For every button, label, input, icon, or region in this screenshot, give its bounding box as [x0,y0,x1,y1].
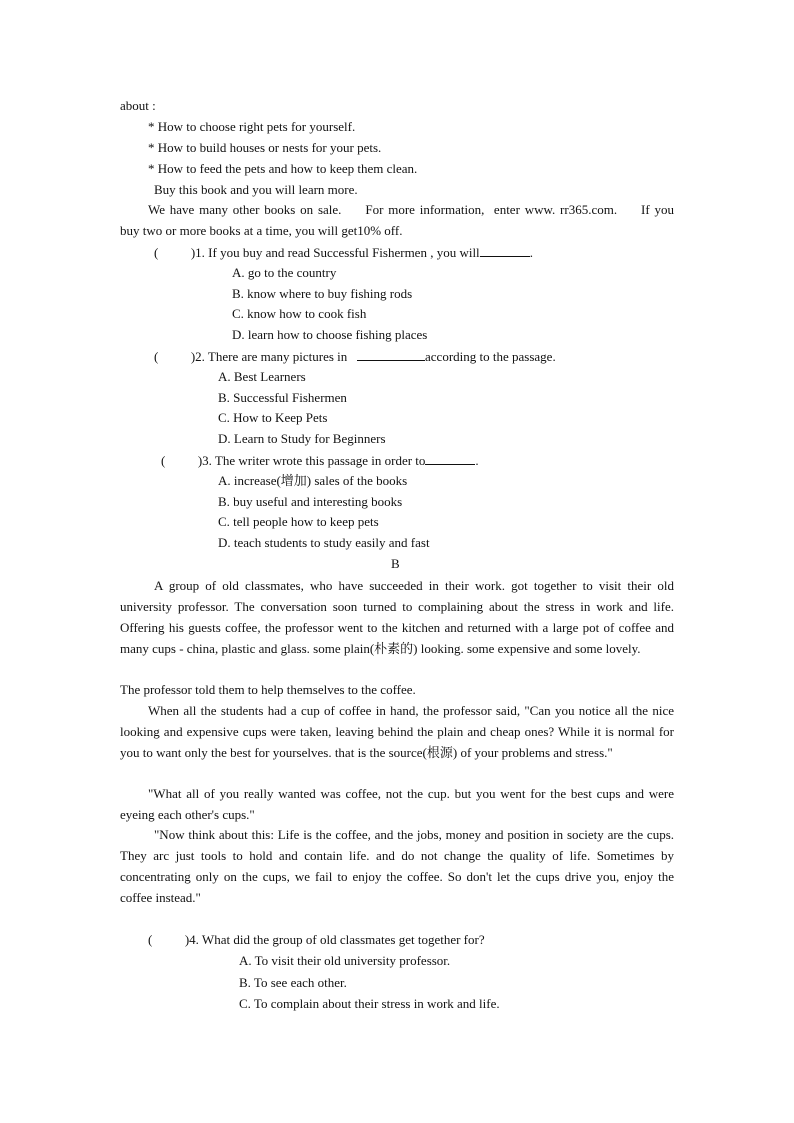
answer-paren[interactable]: ( ) [154,349,196,364]
question-1 [154,244,533,261]
option-c: C. know how to cook fish [232,306,367,321]
option-a: A. Best Learners [218,369,306,384]
list-item: * How to build houses or nests for your pets. [148,140,382,155]
option-b: B. Successful Fishermen [218,390,347,405]
question-stem-end: . [529,245,533,260]
option-a: A. increase(增加) sales of the books [218,473,408,488]
answer-paren[interactable]: ( ) [148,932,190,947]
buy-line: Buy this book and you will learn more. [154,182,358,197]
list-item: * How to choose right pets for yourself. [148,119,356,134]
option-c: C. To complain about their stress in work and life. [239,996,500,1011]
passage-paragraph: The professor told them to help themselves to the coffee. [120,682,416,697]
option-a: A. go to the country [232,265,337,280]
option-c: C. tell people how to keep pets [218,514,379,529]
list-item: * How to feed the pets and how to keep them clean. [148,161,418,176]
question-stem: 2. There are many pictures in [195,349,348,364]
option-c: C. How to Keep Pets [218,410,328,425]
passage-paragraph: When all the students had a cup of coffee in hand, the professor said, "Can you notice all the nice looking and expensive cups were taken, leaving behind the plain and cheap ones? While it is normal for you to want only the best for yourselves. that is the source(根源) of your problems and stress." [120,703,674,760]
option-d: D. teach students to study easily and fast [218,535,430,550]
question-stem: 4. What did the group of old classmates get together for? [189,932,485,947]
sale-line: We have many other books on sale. For more information, enter www. rr365.com. If you [148,202,674,217]
option-a: A. To visit their old university professor. [239,953,451,968]
question-4 [148,932,485,948]
question-stem: 3. The writer wrote this passage in order to [202,453,426,468]
section-heading: B [391,556,400,571]
about-label: about : [120,98,156,113]
passage-paragraph: "Now think about this: Life is the coffee, and the jobs, money and position in society are the cups. They arc just tools to hold and contain life. and do not change the quality of life. Sometimes by concentrating only on the cups, we fail to enjoy the coffee. So don't let the cups drive you, enjoy the coffee instead." [120,827,674,905]
option-b: B. know where to buy fishing rods [232,286,413,301]
answer-blank [480,244,530,257]
option-d: D. Learn to Study for Beginners [218,431,386,446]
question-stem: 1. If you buy and read Successful Fishermen , you will [195,245,480,260]
passage-paragraph: A group of old classmates, who have succeeded in their work. got together to visit their old university professor. The conversation soon turned to complaining about the stress in work and life. Offering his guests coffee, the professor went to the kitchen and returned with a large pot of coffee and many cups - china, plastic and glass. some plain(朴素的) looking. some expensive and some lovely. [120,578,674,656]
option-b: B. buy useful and interesting books [218,494,403,509]
question-2 [154,348,556,365]
answer-paren[interactable]: ( ) [161,453,203,468]
option-d: D. learn how to choose fishing places [232,327,428,342]
question-stem-end: according to the passage. [425,349,556,364]
sale-line-continued: buy two or more books at a time, you will get10% off. [120,223,403,238]
answer-blank [357,348,425,361]
question-stem-end: . [475,453,479,468]
option-b: B. To see each other. [239,975,347,990]
passage-paragraph: "What all of you really wanted was coffee, not the cup. but you went for the best cups and were eyeing each other's cups." [120,786,674,822]
answer-blank [425,452,475,465]
question-3 [161,452,479,469]
answer-paren[interactable]: ( ) [154,245,196,260]
